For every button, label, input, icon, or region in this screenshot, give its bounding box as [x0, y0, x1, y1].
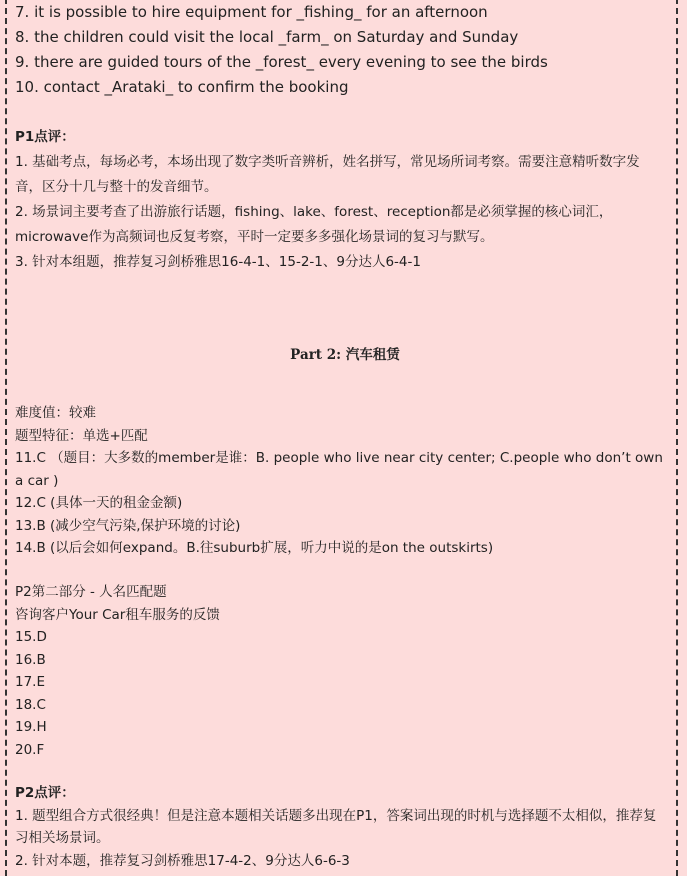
p2-comment — [15, 782, 665, 872]
match-answer-15: 15.D — [15, 629, 47, 645]
part2-answer-13: 13.B (减少空气污染,保护环境的讨论) — [15, 517, 241, 534]
p1-comment-item-2: 2. 场景词主要考查了出游旅行话题，fishing、lake、forest、reception都是必须掌握的核心词汇，microwave作为高频词也反复考察，平时一定要多多强化场景词的复习与默写。 — [15, 204, 613, 245]
match-answer-19: 19.H — [15, 719, 47, 735]
p1-answers — [15, 0, 548, 100]
part2-answers — [15, 402, 665, 560]
part2-section2-title: P2第二部分 - 人名匹配题 — [15, 584, 167, 600]
p1-answer-7: 7. it is possible to hire equipment for _fishing_ for an afternoon — [15, 3, 488, 21]
part2-section2-desc: 咨询客户Your Car租车服务的反馈 — [15, 606, 220, 623]
p1-comment — [15, 125, 665, 275]
match-answer-20: 20.F — [15, 741, 45, 758]
part2-title: Part 2: 汽车租赁 — [290, 347, 400, 363]
part2-type: 题型特征：单选+匹配 — [15, 427, 148, 444]
part2-answer-11: 11.C （题目：大多数的member是谁：B. people who live near city center; C.people who don’t own a car ) — [15, 450, 663, 489]
part2-difficulty: 难度值：较难 — [15, 405, 96, 421]
p1-comment-title: P1点评： — [15, 129, 75, 145]
match-answer-16: 16.B — [15, 651, 46, 668]
p1-answer-8: 8. the children could visit the local _farm_ on Saturday and Sunday — [15, 28, 519, 46]
p1-comment-item-3: 3. 针对本组题，推荐复习剑桥雅思16-4-1、15-2-1、9分达人6-4-1 — [15, 254, 421, 270]
part2-matching — [15, 581, 665, 761]
p1-answer-9: 9. there are guided tours of the _forest_ every evening to see the birds — [15, 53, 548, 71]
match-answer-17: 17.E — [15, 674, 45, 690]
match-answer-18: 18.C — [15, 696, 46, 713]
part2-answer-12: 12.C (具体一天的租金金额) — [15, 495, 183, 511]
p1-answer-10: 10. contact _Arataki_ to confirm the booking — [15, 78, 349, 96]
part2-answer-14: 14.B (以后会如何expand。B.往suburb扩展，听力中说的是on the outskirts) — [15, 540, 494, 556]
p2-comment-item-2: 2. 针对本题，推荐复习剑桥雅思17-4-2、9分达人6-6-3 — [15, 852, 350, 869]
p2-comment-title: P2点评： — [15, 785, 75, 801]
p2-comment-item-1: 1. 题型组合方式很经典！但是注意本题相关话题多出现在P1，答案词出现的时机与选择题不太相似，推荐复习相关场景词。 — [15, 807, 657, 846]
p1-comment-item-1: 1. 基础考点，每场必考，本场出现了数字类听音辨析，姓名拼写，常见场所词考察。需要注意精听数字发音，区分十几与整十的发音细节。 — [15, 154, 640, 195]
